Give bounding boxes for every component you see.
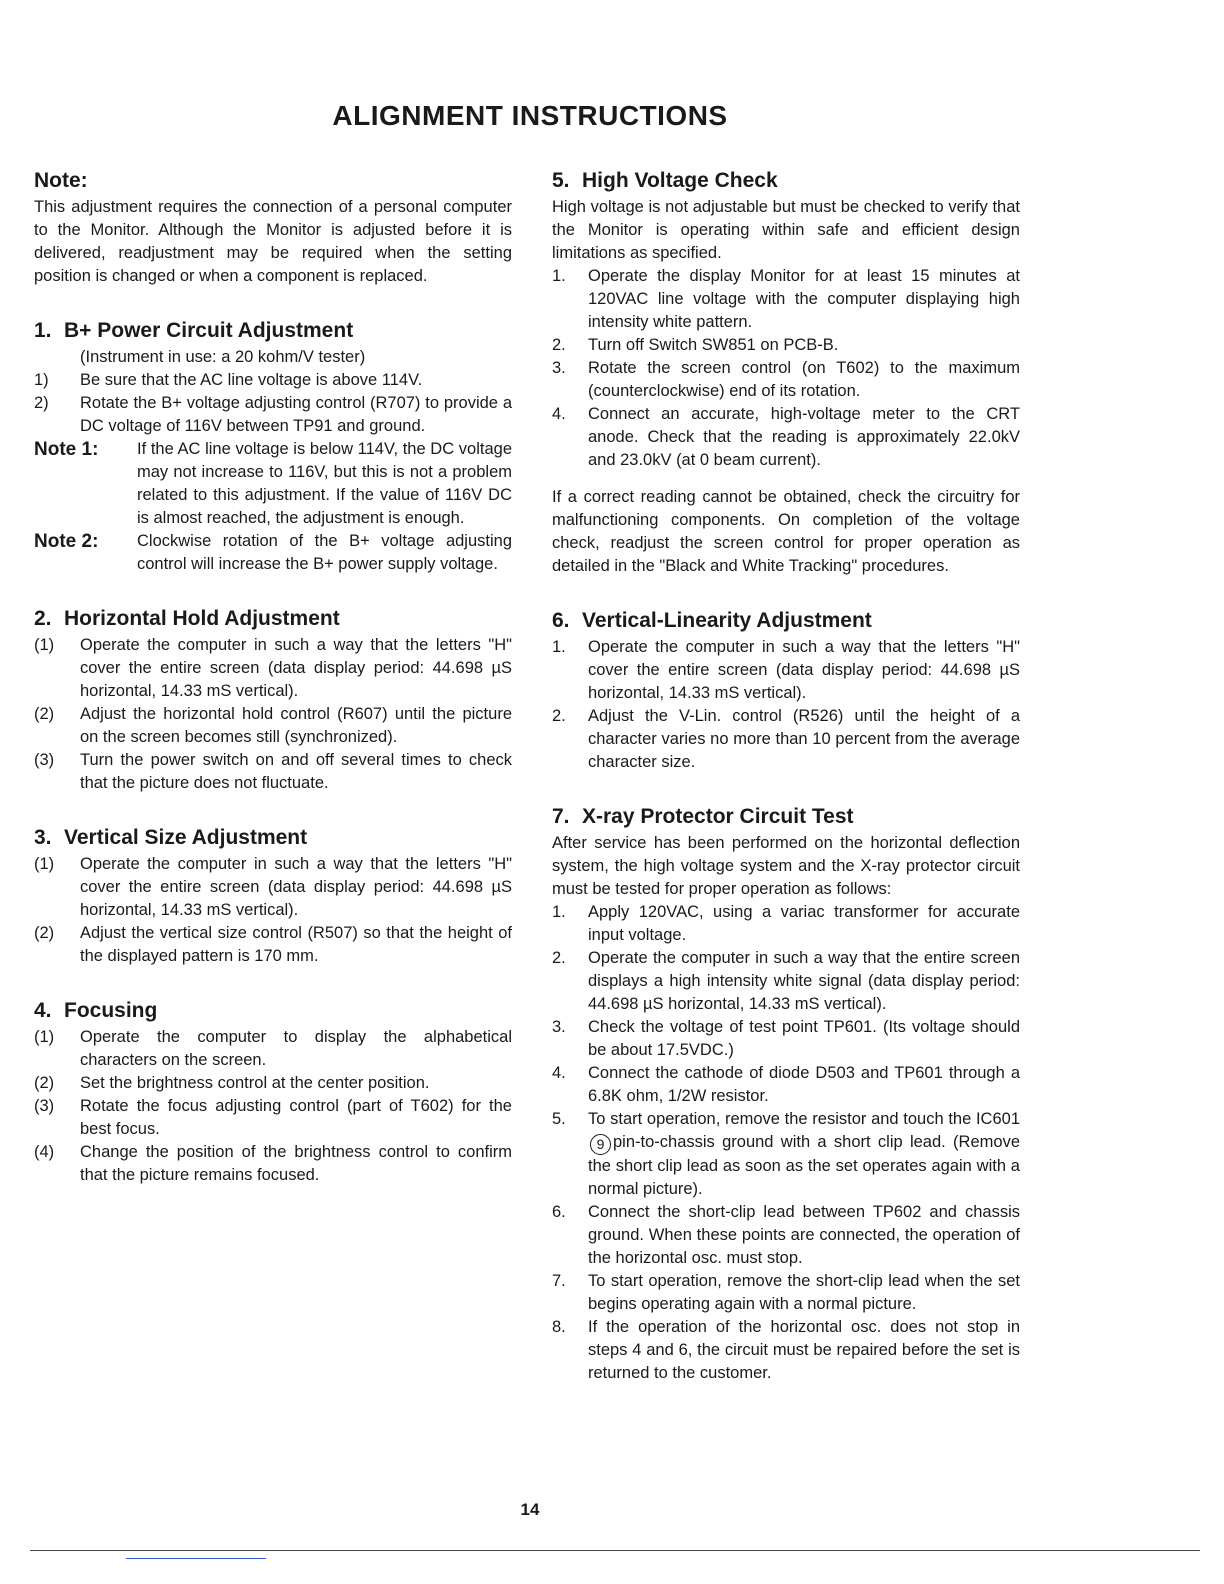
- list-item: 6. Connect the short-clip lead between TP602 and chassis ground. When these points are connected, the operation of the horizontal osc. must stop.: [552, 1203, 1020, 1267]
- list-item: 1) Be sure that the AC line voltage is above 114V.: [34, 371, 423, 389]
- list-item: 3. Check the voltage of test point TP601. (Its voltage should be about 17.5VDC.): [552, 1018, 1020, 1059]
- section-5-outro: If a correct reading cannot be obtained, check the circuitry for malfunctioning components. On completion of the voltage check, readjust the screen control for proper operation as detailed in the "Black and White Tracking" procedures.: [552, 488, 1020, 575]
- section-2-heading: 2. Horizontal Hold Adjustment: [34, 607, 340, 630]
- list-item: (2) Adjust the vertical size control (R507) so that the height of the displayed pattern is 170 mm.: [34, 924, 512, 965]
- list-item: (2) Adjust the horizontal hold control (R607) until the picture on the screen becomes still (synchronized).: [34, 705, 512, 746]
- section-2-steps: [34, 634, 512, 795]
- section-3-steps: [34, 853, 512, 968]
- list-item: 4. Connect an accurate, high-voltage meter to the CRT anode. Check that the reading is approximately 22.0kV and 23.0kV (at 0 beam current).: [552, 405, 1020, 469]
- page-number: 14: [520, 1500, 540, 1519]
- list-item: 2. Operate the computer in such a way that the entire screen displays a high intensity white signal (data display period: 44.698 µS horizontal, 14.33 mS vertical).: [552, 949, 1020, 1013]
- list-item: (4) Change the position of the brightness control to confirm that the picture remains focused.: [34, 1143, 512, 1184]
- section-1-heading: 1. B+ Power Circuit Adjustment: [34, 319, 354, 342]
- list-item: (1) Operate the computer in such a way that the letters "H" cover the entire screen (data display period: 44.698 µS horizontal, 14.33 mS vertical).: [34, 855, 512, 919]
- list-item: 7. To start operation, remove the short-clip lead when the set begins operating again with a normal picture.: [552, 1272, 1020, 1313]
- section-1-note-2: Note 2: Clockwise rotation of the B+ voltage adjusting control will increase the B+ power supply voltage.: [34, 531, 512, 573]
- list-item: 4. Connect the cathode of diode D503 and TP601 through a 6.8K ohm, 1/2W resistor.: [552, 1064, 1020, 1105]
- list-item: 1. Apply 120VAC, using a variac transformer for accurate input voltage.: [552, 903, 1020, 944]
- list-item: 2. Turn off Switch SW851 on PCB-B.: [552, 336, 839, 354]
- section-7-heading: 7. X-ray Protector Circuit Test: [552, 805, 854, 828]
- bottom-rule: [30, 1550, 1200, 1551]
- section-4-steps: [34, 1026, 512, 1187]
- section-6-steps: [552, 636, 1020, 774]
- list-item: 8. If the operation of the horizontal osc. does not stop in steps 4 and 6, the circuit must be repaired before the set is returned to the customer.: [552, 1318, 1020, 1382]
- list-item: 3. Rotate the screen control (on T602) to the maximum (counterclockwise) end of its rotation.: [552, 359, 1020, 400]
- list-item: 5. To start operation, remove the resistor and touch the IC601 9 pin-to-chassis ground with a short clip lead. (Remove the short clip lead as soon as the set operates again with a normal picture).: [552, 1110, 1020, 1198]
- right-column: [552, 168, 1020, 1385]
- section-5-intro: High voltage is not adjustable but must be checked to verify that the Monitor is operating within safe and efficient design limitations as specified.: [552, 198, 1020, 262]
- list-item: 2. Adjust the V-Lin. control (R526) until the height of a character varies no more than 10 percent from the average character size.: [552, 707, 1020, 771]
- section-4-heading: 4. Focusing: [34, 999, 158, 1022]
- section-5-heading: 5. High Voltage Check: [552, 169, 778, 192]
- list-item: (1) Operate the computer in such a way that the letters "H" cover the entire screen (data display period: 44.698 µS horizontal, 14.33 mS vertical).: [34, 636, 512, 700]
- list-item: (3) Turn the power switch on and off several times to check that the picture does not fluctuate.: [34, 751, 512, 792]
- section-6-heading: 6. Vertical-Linearity Adjustment: [552, 609, 872, 632]
- list-item: (1) Operate the computer to display the alphabetical characters on the screen.: [34, 1028, 512, 1069]
- note-heading: Note:: [34, 169, 88, 192]
- section-7-intro: After service has been performed on the horizontal deflection system, the high voltage system and the X-ray protector circuit must be tested for proper operation as follows:: [552, 834, 1020, 898]
- note-text: This adjustment requires the connection of a personal computer to the Monitor. Although the Monitor is adjusted before it is delivered, readjustment may be required when the setting position is changed or when a component is replaced.: [34, 198, 512, 285]
- left-column: [34, 168, 512, 1187]
- page-title: ALIGNMENT INSTRUCTIONS: [332, 100, 728, 131]
- bottom-accent-rule: [126, 1558, 266, 1559]
- section-1-steps: [34, 369, 512, 438]
- list-item: 1. Operate the display Monitor for at least 15 minutes at 120VAC line voltage with the computer displaying high intensity white pattern.: [552, 267, 1020, 331]
- section-5-steps: [552, 265, 1020, 472]
- list-item: 2) Rotate the B+ voltage adjusting control (R707) to provide a DC voltage of 116V between TP91 and ground.: [34, 394, 512, 435]
- list-item: (2) Set the brightness control at the center position.: [34, 1074, 430, 1092]
- section-7-steps: [552, 901, 1020, 1385]
- section-3-heading: 3. Vertical Size Adjustment: [34, 826, 308, 849]
- section-1-instrument: (Instrument in use: a 20 kohm/V tester): [80, 348, 366, 366]
- pin-number-badge: 9: [590, 1134, 611, 1155]
- list-item: (3) Rotate the focus adjusting control (part of T602) for the best focus.: [34, 1097, 512, 1138]
- list-item: 1. Operate the computer in such a way that the letters "H" cover the entire screen (data display period: 44.698 µS horizontal, 14.33 mS vertical).: [552, 638, 1020, 702]
- section-1-note-1: Note 1: If the AC line voltage is below 114V, the DC voltage may not increase to 116V, but this is not a problem related to this adjustment. If the value of 116V DC is almost reached, the adjustment is enough.: [34, 439, 512, 527]
